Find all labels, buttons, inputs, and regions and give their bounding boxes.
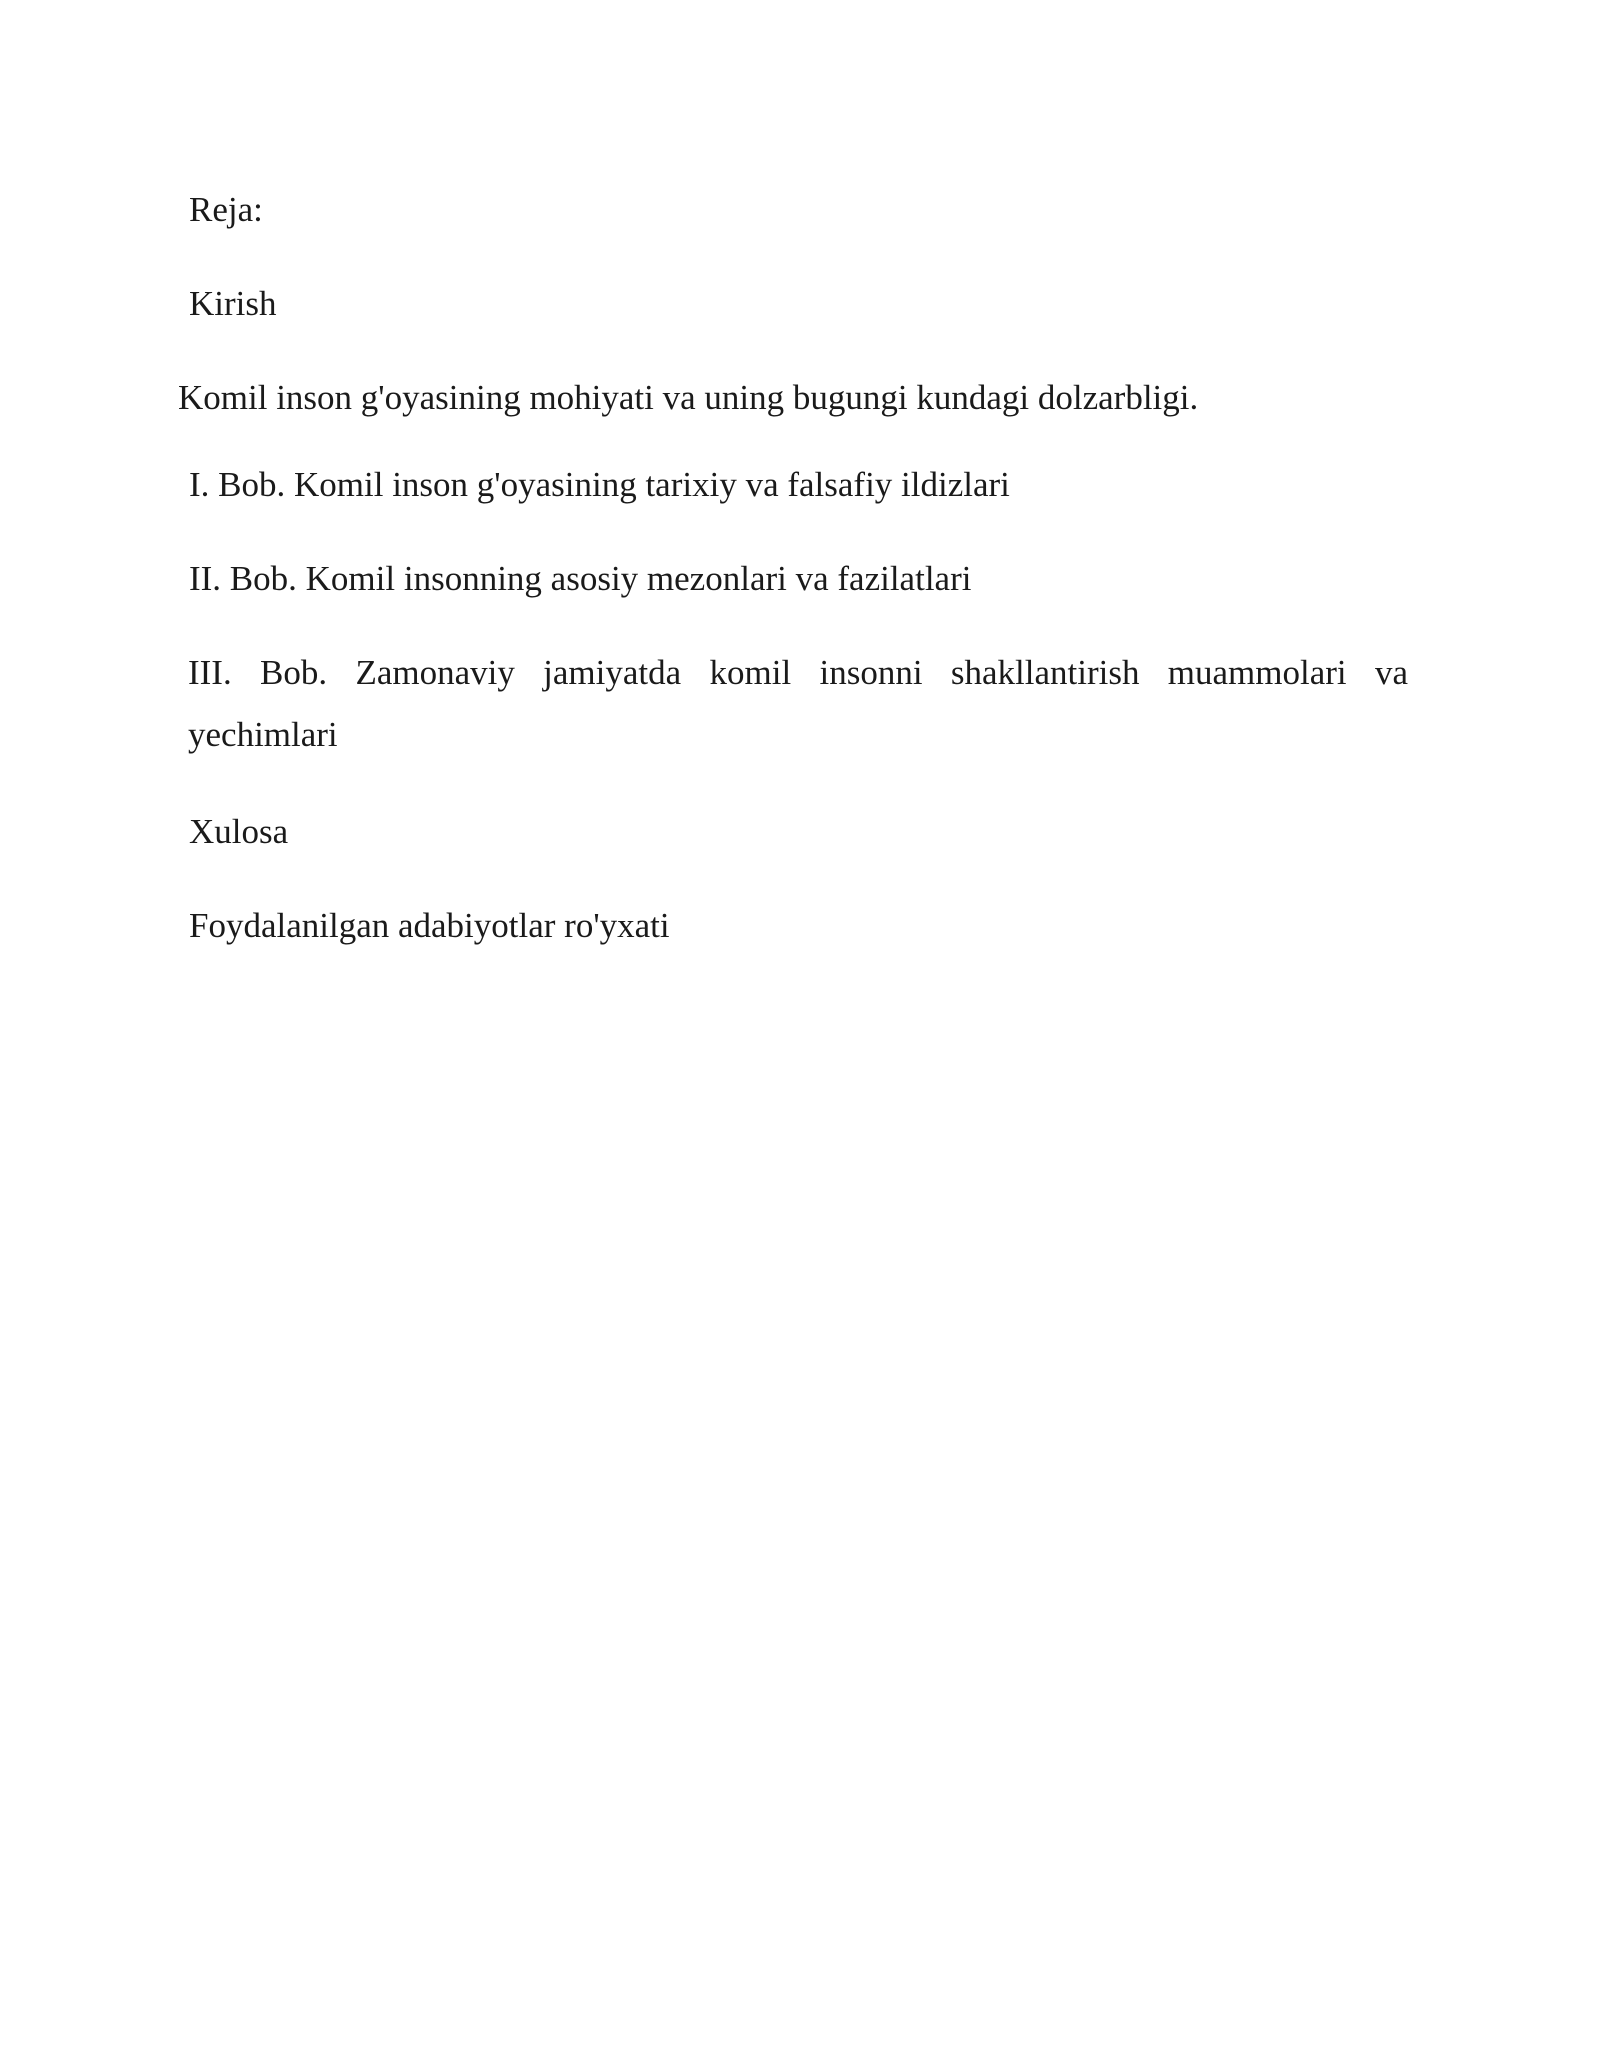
- plan-item-introduction-topic: Komil inson g'oyasining mohiyati va uning bugungi kundagi dolzarbligi.: [178, 378, 1199, 417]
- plan-item-chapter-2: II. Bob. Komil insonning asosiy mezonlari va fazilatlari: [189, 559, 972, 598]
- plan-item-chapter-1: I. Bob. Komil inson g'oyasining tarixiy va falsafiy ildizlari: [189, 465, 1010, 504]
- plan-item-references: Foydalanilgan adabiyotlar ro'yxati: [189, 906, 670, 945]
- plan-item-introduction: Kirish: [189, 284, 277, 323]
- plan-item-conclusion: Xulosa: [189, 812, 289, 851]
- plan-item-chapter-3: III. Bob. Zamonaviy jamiyatda komil insonni shakllantirish muammolari va yechimlari: [188, 653, 1408, 754]
- plan-heading: Reja:: [189, 190, 263, 229]
